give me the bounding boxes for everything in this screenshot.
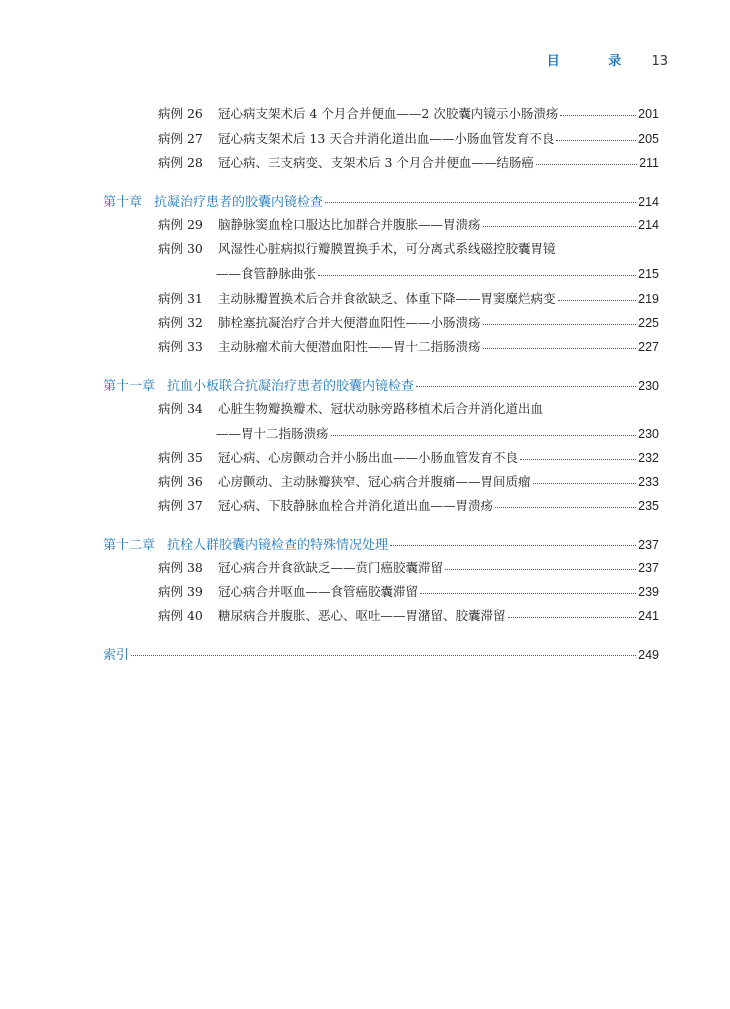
toc-entry-page: 205 — [638, 132, 659, 146]
toc-leader-dots — [536, 164, 637, 165]
toc-entry[interactable] — [158, 558, 659, 576]
toc-leader-dots — [483, 226, 637, 227]
toc-entry-title: 冠心病合并食欲缺乏——贲门癌胶囊滞留 — [218, 560, 444, 575]
toc-entry[interactable] — [158, 215, 659, 233]
toc-entry-title: ——胃十二指肠溃疡 — [216, 426, 329, 441]
toc-entry-page: 230 — [638, 427, 659, 441]
toc-entry-page: 214 — [638, 195, 659, 209]
toc-leader-dots — [325, 202, 636, 203]
toc-entry[interactable] — [158, 472, 659, 490]
toc-entry-title: ——食管静脉曲张 — [216, 266, 317, 281]
toc-entry-title: 抗血小板联合抗凝治疗患者的胶囊内镜检查 — [167, 379, 415, 394]
toc-leader-dots — [420, 593, 636, 594]
toc-entry-label: 病例 30 — [158, 241, 203, 256]
toc-entry-title: 心脏生物瓣换瓣术、冠状动脉旁路移植术后合并消化道出血 — [218, 401, 544, 416]
toc-leader-dots — [331, 435, 637, 436]
toc-entry-page: 230 — [638, 379, 659, 393]
toc-entry-title: 肺栓塞抗凝治疗合并大便潜血阳性——小肠溃疡 — [218, 315, 481, 330]
toc-entry[interactable] — [158, 129, 659, 147]
toc-chapter[interactable] — [103, 534, 659, 553]
header-title: 目 录 — [546, 54, 644, 69]
toc-entry-page: 227 — [638, 340, 659, 354]
toc-entry-label: 病例 29 — [158, 217, 203, 232]
toc-entry-label: 病例 39 — [158, 584, 203, 599]
toc-entry-page: 214 — [638, 218, 659, 232]
toc-leader-dots — [483, 324, 637, 325]
toc-entry-continuation[interactable] — [216, 424, 659, 442]
toc-entry-page: 237 — [638, 538, 659, 552]
toc-entry-page: 225 — [638, 316, 659, 330]
toc-entry-continuation[interactable] — [216, 264, 659, 282]
toc-entry[interactable] — [158, 289, 659, 307]
toc-entry-title: 冠心病支架术后 4 个月合并便血——2 次胶囊内镜示小肠溃疡 — [218, 106, 559, 121]
toc-chapter[interactable] — [103, 191, 659, 210]
header-page-number: 13 — [651, 54, 668, 69]
toc-leader-dots — [131, 655, 636, 656]
toc-entry-label: 病例 36 — [158, 474, 203, 489]
toc-leader-dots — [483, 348, 637, 349]
toc-entry-title: 冠心病合并呕血——食管癌胶囊滞留 — [218, 584, 419, 599]
toc-leader-dots — [318, 275, 636, 276]
toc-entry-page: 233 — [638, 475, 659, 489]
toc-entry-title: 冠心病、三支病变、支架术后 3 个月合并便血——结肠癌 — [218, 155, 534, 170]
toc-entry-page: 241 — [638, 609, 659, 623]
toc-entry-title: 抗凝治疗患者的胶囊内镜检查 — [154, 195, 324, 210]
toc-entry-page: 232 — [638, 451, 659, 465]
toc-entry-label: 病例 40 — [158, 608, 203, 623]
toc-entry-page: 211 — [639, 156, 659, 170]
toc-entry[interactable] — [158, 582, 659, 600]
toc-entry-page: 235 — [638, 499, 659, 513]
toc-entry-label: 病例 31 — [158, 291, 203, 306]
toc-entry-title: 抗栓人群胶囊内镜检查的特殊情况处理 — [167, 538, 389, 553]
toc-entry[interactable] — [158, 448, 659, 466]
toc-leader-dots — [390, 545, 636, 546]
toc-entry-label: 病例 34 — [158, 401, 203, 416]
toc-entry[interactable] — [158, 153, 659, 171]
toc-leader-dots — [416, 386, 636, 387]
toc-chapter[interactable] — [103, 375, 659, 394]
toc-entry-page: 239 — [638, 585, 659, 599]
toc-entry-title: 风湿性心脏病拟行瓣膜置换手术，可分离式系线磁控胶囊胃镜 — [218, 241, 556, 256]
toc-entry-label: 病例 38 — [158, 560, 203, 575]
toc-entry-label: 病例 26 — [158, 106, 203, 121]
toc-leader-dots — [556, 140, 636, 141]
toc-entry[interactable] — [158, 239, 659, 257]
toc-entry[interactable] — [158, 313, 659, 331]
toc-entry[interactable] — [158, 496, 659, 514]
toc-entry-title: 脑静脉窦血栓口服达比加群合并腹胀——胃溃疡 — [218, 217, 481, 232]
toc-leader-dots — [495, 507, 636, 508]
toc-entry-label: 第十二章 — [103, 538, 156, 553]
toc-entry-label: 病例 35 — [158, 450, 203, 465]
toc-leader-dots — [560, 115, 636, 116]
toc-entry[interactable] — [158, 606, 659, 624]
toc-entry-title: 冠心病、心房颤动合并小肠出血——小肠血管发育不良 — [218, 450, 519, 465]
toc-entry[interactable] — [158, 104, 659, 122]
toc-leader-dots — [533, 483, 637, 484]
toc-entry-page: 201 — [638, 107, 659, 121]
toc-entry-title: 冠心病、下肢静脉血栓合并消化道出血——胃溃疡 — [218, 498, 494, 513]
toc-leader-dots — [445, 569, 636, 570]
toc-entry-page: 215 — [638, 267, 659, 281]
toc-leader-dots — [520, 459, 636, 460]
toc-entry-page: 249 — [638, 648, 659, 662]
toc-entry-label: 病例 33 — [158, 339, 203, 354]
toc-entry-label: 病例 37 — [158, 498, 203, 513]
toc-entry-title: 索引 — [103, 648, 130, 663]
toc-entry-title: 糖尿病合并腹胀、恶心、呕吐——胃潴留、胶囊滞留 — [218, 608, 506, 623]
toc-entry-title: 主动脉瘤术前大便潜血阳性——胃十二指肠溃疡 — [218, 339, 481, 354]
toc-index[interactable] — [103, 644, 659, 663]
toc-entry-label: 第十章 — [103, 195, 143, 210]
toc-entry-label: 病例 28 — [158, 155, 203, 170]
toc-entry[interactable] — [158, 399, 659, 417]
page-header — [0, 50, 668, 69]
toc-entry-title: 主动脉瓣置换术后合并食欲缺乏、体重下降——胃窦糜烂病变 — [218, 291, 556, 306]
toc-entry[interactable] — [158, 337, 659, 355]
toc-leader-dots — [558, 300, 637, 301]
toc-entry-page: 237 — [638, 561, 659, 575]
toc-entry-label: 病例 27 — [158, 131, 203, 146]
toc-entry-label: 第十一章 — [103, 379, 156, 394]
toc-entry-title: 心房颤动、主动脉瓣狭窄、冠心病合并腹痛——胃间质瘤 — [218, 474, 531, 489]
toc-leader-dots — [508, 617, 637, 618]
toc-entry-title: 冠心病支架术后 13 天合并消化道出血——小肠血管发育不良 — [218, 131, 555, 146]
toc-entry-page: 219 — [638, 292, 659, 306]
toc-entry-label: 病例 32 — [158, 315, 203, 330]
